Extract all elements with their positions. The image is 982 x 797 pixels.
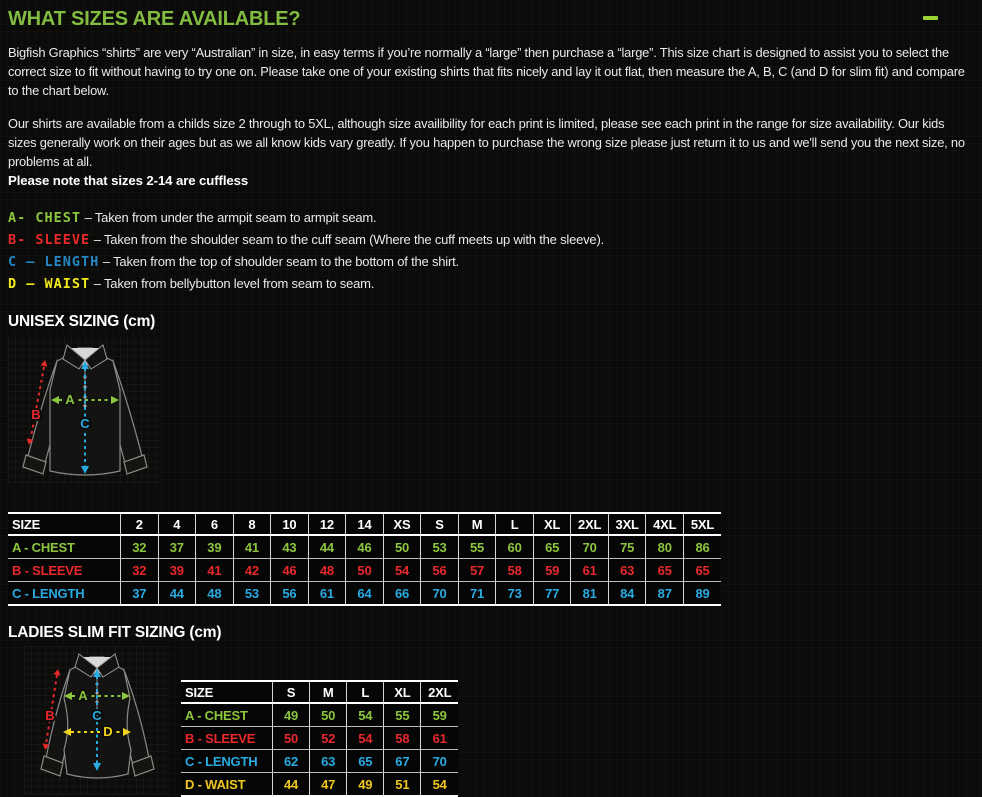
size-value-cell: 42 [233, 559, 271, 582]
size-value-cell: 70 [571, 535, 609, 559]
size-value-cell: 50 [273, 727, 310, 750]
sleeve-arrow-label: B [31, 407, 41, 422]
size-column-header: 12 [308, 513, 346, 535]
unisex-shirt-svg [8, 336, 160, 483]
length-term: C – LENGTH [8, 254, 100, 270]
ladies-shirt-diagram [24, 646, 169, 794]
header-row [8, 513, 721, 535]
cuffless-note: Please note that sizes 2-14 are cuffless [8, 173, 249, 188]
size-value-cell: 39 [196, 535, 234, 559]
size-value-cell: 55 [384, 703, 421, 727]
size-column-header: XL [384, 681, 421, 703]
measurement-row-label: C - LENGTH [12, 585, 85, 601]
size-value-cell: 70 [421, 750, 458, 773]
size-value-cell: 71 [458, 582, 496, 606]
size-value-cell: 47 [310, 773, 347, 797]
ladies-sizing-block [8, 646, 968, 797]
size-column-header: 2 [121, 513, 159, 535]
size-value-cell: 50 [310, 703, 347, 727]
size-value-cell: 89 [683, 582, 721, 606]
definition-sleeve [8, 229, 968, 251]
size-value-cell: 37 [158, 535, 196, 559]
size-value-cell: 63 [608, 559, 646, 582]
size-value-cell: 32 [121, 535, 159, 559]
unisex-sizing-heading: UNISEX SIZING (cm) [8, 313, 156, 330]
size-value-cell: 61 [421, 727, 458, 750]
definition-length [8, 251, 968, 273]
size-column-header: L [496, 513, 534, 535]
size-column-header: XL [533, 513, 571, 535]
ladies-size-table [181, 680, 458, 797]
length-arrow-label: C [92, 708, 102, 723]
size-column-header: 4XL [646, 513, 684, 535]
measurement-row-label: C - LENGTH [181, 750, 273, 773]
size-value-cell: 59 [421, 703, 458, 727]
size-value-cell: 54 [347, 703, 384, 727]
size-value-cell: 50 [383, 535, 421, 559]
size-corner-header: SIZE [8, 513, 121, 535]
size-value-cell: 75 [608, 535, 646, 559]
size-value-cell: 61 [571, 559, 609, 582]
size-value-cell: 56 [421, 559, 459, 582]
size-value-cell: 73 [496, 582, 534, 606]
table-row [8, 559, 721, 582]
waist-term: D – WAIST [8, 276, 91, 292]
size-column-header: M [310, 681, 347, 703]
intro-paragraph-2: Our shirts are available from a childs size 2 through to 5XL, although size availibility for each print is limited, please see each print in the range for size availability. Our kids sizes generally work on their ages but as we all know kids vary greatly. If you happen to purchase the wrong size please just return it to us and we'll send you the next size, no problems at all. [8, 116, 965, 169]
size-column-header: S [421, 513, 459, 535]
size-column-header: S [273, 681, 310, 703]
size-column-header: 4 [158, 513, 196, 535]
measurement-row-label: B - SLEEVE [181, 727, 273, 750]
chest-arrow-label: A [65, 392, 75, 407]
unisex-shirt-diagram [8, 336, 160, 483]
size-value-cell: 66 [383, 582, 421, 606]
size-value-cell: 61 [308, 582, 346, 606]
size-column-header: 8 [233, 513, 271, 535]
size-value-cell: 41 [196, 559, 234, 582]
sleeve-description: – Taken from the shoulder seam to the cuff seam (Where the cuff meets up with the sleeve). [93, 232, 604, 247]
size-value-cell: 65 [683, 559, 721, 582]
header-row [181, 681, 458, 703]
sleeve-arrow-label: B [45, 708, 55, 723]
size-value-cell: 44 [158, 582, 196, 606]
size-value-cell: 58 [384, 727, 421, 750]
size-column-header: 14 [346, 513, 384, 535]
size-value-cell: 37 [121, 582, 159, 606]
size-value-cell: 46 [271, 559, 309, 582]
table-row [181, 773, 458, 797]
size-value-cell: 67 [384, 750, 421, 773]
size-value-cell: 60 [496, 535, 534, 559]
size-value-cell: 50 [346, 559, 384, 582]
size-value-cell: 77 [533, 582, 571, 606]
measurement-row-label: B - SLEEVE [8, 559, 121, 582]
size-column-header: M [458, 513, 496, 535]
size-column-header: 6 [196, 513, 234, 535]
ladies-shirt-svg [24, 646, 169, 794]
size-value-cell: 86 [683, 535, 721, 559]
table-row [8, 582, 721, 606]
size-value-cell: 44 [308, 535, 346, 559]
length-description: – Taken from the top of shoulder seam to the bottom of the shirt. [102, 254, 459, 269]
measurement-row-label: D - WAIST [185, 776, 246, 792]
size-value-cell: 65 [347, 750, 384, 773]
size-value-cell: 51 [384, 773, 421, 797]
size-column-header: 2XL [571, 513, 609, 535]
size-value-cell: 49 [347, 773, 384, 797]
table-row [8, 535, 721, 559]
measurement-definitions [8, 207, 968, 295]
chest-description: – Taken from under the armpit seam to armpit seam. [84, 210, 377, 225]
chest-term: A- CHEST [8, 210, 82, 226]
size-value-cell: 65 [533, 535, 571, 559]
size-value-cell: 70 [421, 582, 459, 606]
page-title: WHAT SIZES ARE AVAILABLE? [8, 8, 301, 30]
size-column-header: XS [383, 513, 421, 535]
size-value-cell: 65 [646, 559, 684, 582]
size-value-cell: 54 [421, 773, 458, 797]
size-value-cell: 41 [233, 535, 271, 559]
waist-description: – Taken from bellybutton level from seam to seam. [93, 276, 375, 291]
size-value-cell: 80 [646, 535, 684, 559]
size-value-cell: 54 [383, 559, 421, 582]
size-value-cell: 87 [646, 582, 684, 606]
table-row [181, 750, 458, 773]
size-column-header: 3XL [608, 513, 646, 535]
size-value-cell: 48 [308, 559, 346, 582]
size-value-cell: 46 [346, 535, 384, 559]
size-column-header: L [347, 681, 384, 703]
chest-arrow-label: A [78, 688, 88, 703]
measurement-row-label: A - CHEST [181, 703, 273, 727]
measurement-row-label: A - CHEST [8, 535, 121, 559]
size-value-cell: 43 [271, 535, 309, 559]
size-value-cell: 58 [496, 559, 534, 582]
table-row [181, 703, 458, 727]
size-value-cell: 32 [121, 559, 159, 582]
size-value-cell: 39 [158, 559, 196, 582]
size-value-cell: 49 [273, 703, 310, 727]
ladies-sizing-heading: LADIES SLIM FIT SIZING (cm) [8, 624, 222, 641]
size-value-cell: 63 [310, 750, 347, 773]
table-row [181, 727, 458, 750]
size-value-cell: 52 [310, 727, 347, 750]
size-value-cell: 44 [273, 773, 310, 797]
size-value-cell: 53 [233, 582, 271, 606]
size-value-cell: 62 [273, 750, 310, 773]
size-value-cell: 84 [608, 582, 646, 606]
waist-arrow-label: D [103, 724, 113, 739]
sleeve-term: B- SLEEVE [8, 232, 91, 248]
size-corner-header: SIZE [181, 681, 273, 703]
size-value-cell: 55 [458, 535, 496, 559]
size-value-cell: 59 [533, 559, 571, 582]
size-value-cell: 54 [347, 727, 384, 750]
size-column-header: 2XL [421, 681, 458, 703]
size-value-cell: 53 [421, 535, 459, 559]
size-value-cell: 56 [271, 582, 309, 606]
size-value-cell: 57 [458, 559, 496, 582]
size-value-cell: 81 [571, 582, 609, 606]
unisex-size-table [8, 512, 721, 606]
size-value-cell: 48 [196, 582, 234, 606]
definition-waist [8, 273, 968, 295]
minus-icon[interactable] [923, 16, 938, 20]
definition-chest [8, 207, 968, 229]
size-value-cell: 64 [346, 582, 384, 606]
size-column-header: 5XL [683, 513, 721, 535]
length-arrow-label: C [80, 416, 90, 431]
size-column-header: 10 [271, 513, 309, 535]
intro-paragraph-1: Bigfish Graphics “shirts” are very “Australian” in size, in easy terms if you’re normally a “large” then purchase a “large”. This size chart is designed to assist you to select the correct size to fit without having to try one on. Please take one of your existing shirts that fits nicely and lay it out flat, then measure the A, B, C (and D for slim fit) and compare to the chart below. [8, 45, 965, 98]
